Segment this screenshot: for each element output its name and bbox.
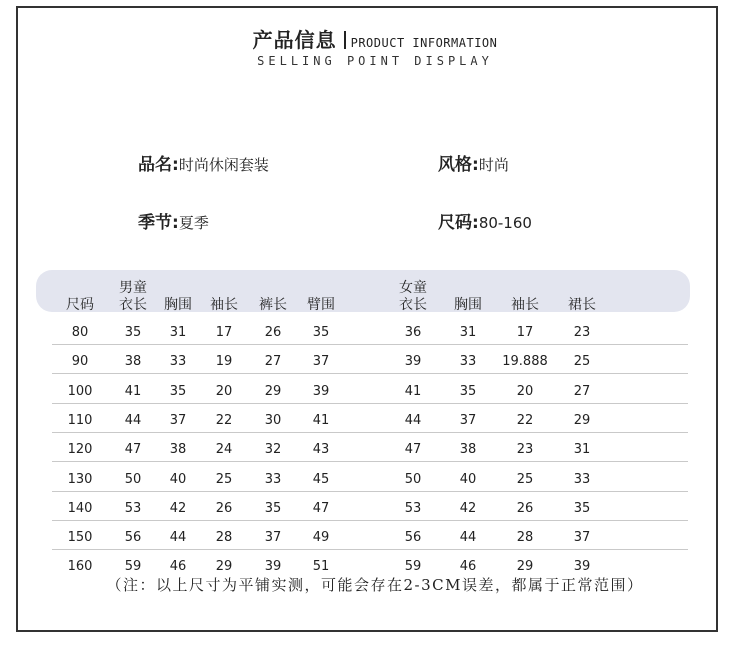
measure-cell: 27 (573, 383, 591, 399)
content-frame (16, 6, 718, 632)
attr-style-key: 风格: (438, 155, 479, 175)
size-cell: 100 (67, 383, 93, 399)
title-en: PRODUCT INFORMATION (350, 36, 498, 50)
row-divider (52, 461, 688, 462)
measure-cell: 37 (169, 412, 187, 428)
row-divider (52, 403, 688, 404)
measure-cell: 26 (516, 500, 534, 516)
measure-cell: 46 (169, 559, 187, 575)
measure-cell: 35 (264, 500, 282, 516)
measure-cell: 42 (459, 500, 477, 516)
measure-cell: 32 (264, 442, 282, 458)
measure-cell: 27 (264, 354, 282, 370)
attr-size (438, 208, 532, 233)
attr-name-key: 品名: (138, 155, 179, 175)
measure-cell: 41 (404, 383, 422, 399)
measure-cell: 42 (169, 500, 187, 516)
size-cell: 130 (67, 471, 93, 487)
measure-cell: 50 (124, 471, 142, 487)
measure-cell: 56 (124, 530, 142, 546)
measure-cell: 35 (124, 325, 142, 340)
measure-cell: 53 (404, 500, 422, 516)
measure-cell: 38 (124, 354, 142, 370)
measure-cell: 47 (312, 500, 330, 516)
measure-cell: 26 (264, 325, 282, 340)
measure-cell: 39 (404, 354, 422, 370)
measure-cell: 19 (215, 354, 233, 370)
attr-size-key: 尺码: (438, 213, 479, 233)
measure-cell: 41 (124, 383, 142, 399)
attr-name (138, 150, 269, 175)
measure-cell: 39 (573, 559, 591, 575)
attr-season-key: 季节: (138, 213, 179, 233)
table-header-cell: 袖长 (511, 297, 539, 313)
measure-cell: 47 (124, 442, 142, 458)
attr-name-value: 时尚休闲套装 (178, 156, 269, 174)
measure-cell: 17 (215, 325, 233, 340)
measure-cell: 33 (264, 471, 282, 487)
measure-cell: 28 (516, 530, 534, 546)
measure-cell: 50 (404, 471, 422, 487)
measure-cell: 38 (169, 442, 187, 458)
measure-cell: 37 (312, 354, 330, 370)
title-cn: 产品信息 (252, 28, 337, 52)
table-header-cell: 臂围 (307, 297, 335, 313)
measure-cell: 35 (169, 383, 187, 399)
measure-cell: 59 (124, 559, 142, 575)
row-divider (52, 520, 688, 521)
table-header-cell: 裙长 (568, 297, 596, 313)
size-cell: 150 (67, 530, 93, 546)
subtitle: SELLING POINT DISPLAY (257, 54, 493, 68)
measure-cell: 33 (573, 471, 591, 487)
measure-cell: 33 (169, 354, 187, 370)
row-divider (52, 373, 688, 374)
measure-cell: 51 (312, 559, 330, 575)
measure-cell: 23 (573, 325, 591, 340)
measure-cell: 29 (516, 559, 534, 575)
measure-cell: 22 (516, 412, 534, 428)
table-header-cell: 裤长 (259, 297, 287, 313)
table-header-cell: 胸围 (164, 297, 192, 313)
measure-cell: 44 (169, 530, 187, 546)
measure-cell: 33 (459, 354, 477, 370)
attr-season-value: 夏季 (178, 214, 209, 232)
measure-cell: 35 (312, 325, 330, 340)
measure-cell: 35 (459, 383, 477, 399)
size-cell: 80 (71, 325, 89, 340)
measure-cell: 44 (124, 412, 142, 428)
measure-cell: 49 (312, 530, 330, 546)
measure-cell: 45 (312, 471, 330, 487)
table-header-cell: 衣长 (119, 297, 147, 313)
measure-cell: 40 (169, 471, 187, 487)
table-header-cell: 袖长 (210, 297, 238, 313)
measure-cell: 43 (312, 442, 330, 458)
measure-cell: 44 (404, 412, 422, 428)
measure-cell: 46 (459, 559, 477, 575)
measure-cell: 31 (573, 442, 591, 458)
measure-cell: 41 (312, 412, 330, 428)
measure-cell: 28 (215, 530, 233, 546)
measure-cell: 36 (404, 325, 422, 340)
measure-cell: 29 (215, 559, 233, 575)
measure-cell: 25 (573, 354, 591, 370)
title-row (0, 24, 750, 53)
attr-style (438, 150, 509, 175)
measure-cell: 20 (516, 383, 534, 399)
measure-cell: 31 (169, 325, 187, 340)
attr-size-value: 80-160 (478, 214, 532, 232)
measure-cell: 59 (404, 559, 422, 575)
measure-cell: 40 (459, 471, 477, 487)
group-boys-label: 男童 (119, 280, 147, 296)
measure-cell: 44 (459, 530, 477, 546)
measure-cell: 38 (459, 442, 477, 458)
measure-cell: 19.888 (502, 354, 548, 370)
measure-cell: 26 (215, 500, 233, 516)
measure-cell: 20 (215, 383, 233, 399)
measure-cell: 17 (516, 325, 534, 340)
group-girls-label: 女童 (399, 280, 427, 296)
table-header-cell: 衣长 (399, 297, 427, 313)
table-header-cell: 胸围 (454, 297, 482, 313)
measure-cell: 24 (215, 442, 233, 458)
measure-cell: 56 (404, 530, 422, 546)
table-header-cell: 尺码 (66, 297, 94, 313)
measure-cell: 37 (459, 412, 477, 428)
row-divider (52, 432, 688, 433)
measure-cell: 39 (264, 559, 282, 575)
measure-cell: 29 (264, 383, 282, 399)
measure-cell: 39 (312, 383, 330, 399)
measure-cell: 23 (516, 442, 534, 458)
attr-style-value: 时尚 (478, 156, 509, 174)
attr-season (138, 208, 209, 233)
measure-cell: 47 (404, 442, 422, 458)
measure-cell: 22 (215, 412, 233, 428)
measure-cell: 37 (573, 530, 591, 546)
measure-cell: 53 (124, 500, 142, 516)
size-cell: 140 (67, 500, 93, 516)
title-divider (344, 31, 346, 49)
measure-cell: 31 (459, 325, 477, 340)
measure-cell: 25 (215, 471, 233, 487)
row-divider (52, 491, 688, 492)
measure-cell: 29 (573, 412, 591, 428)
row-divider (52, 549, 688, 550)
size-cell: 90 (71, 354, 89, 370)
size-cell: 120 (67, 442, 93, 458)
row-divider (52, 344, 688, 345)
measure-cell: 25 (516, 471, 534, 487)
measure-cell: 35 (573, 500, 591, 516)
measure-cell: 30 (264, 412, 282, 428)
size-cell: 110 (67, 412, 93, 428)
size-cell: 160 (67, 559, 93, 575)
measurement-note: （注：以上尺寸为平铺实测，可能会存在2-3CM误差，都属于正常范围） (106, 576, 644, 594)
measure-cell: 37 (264, 530, 282, 546)
